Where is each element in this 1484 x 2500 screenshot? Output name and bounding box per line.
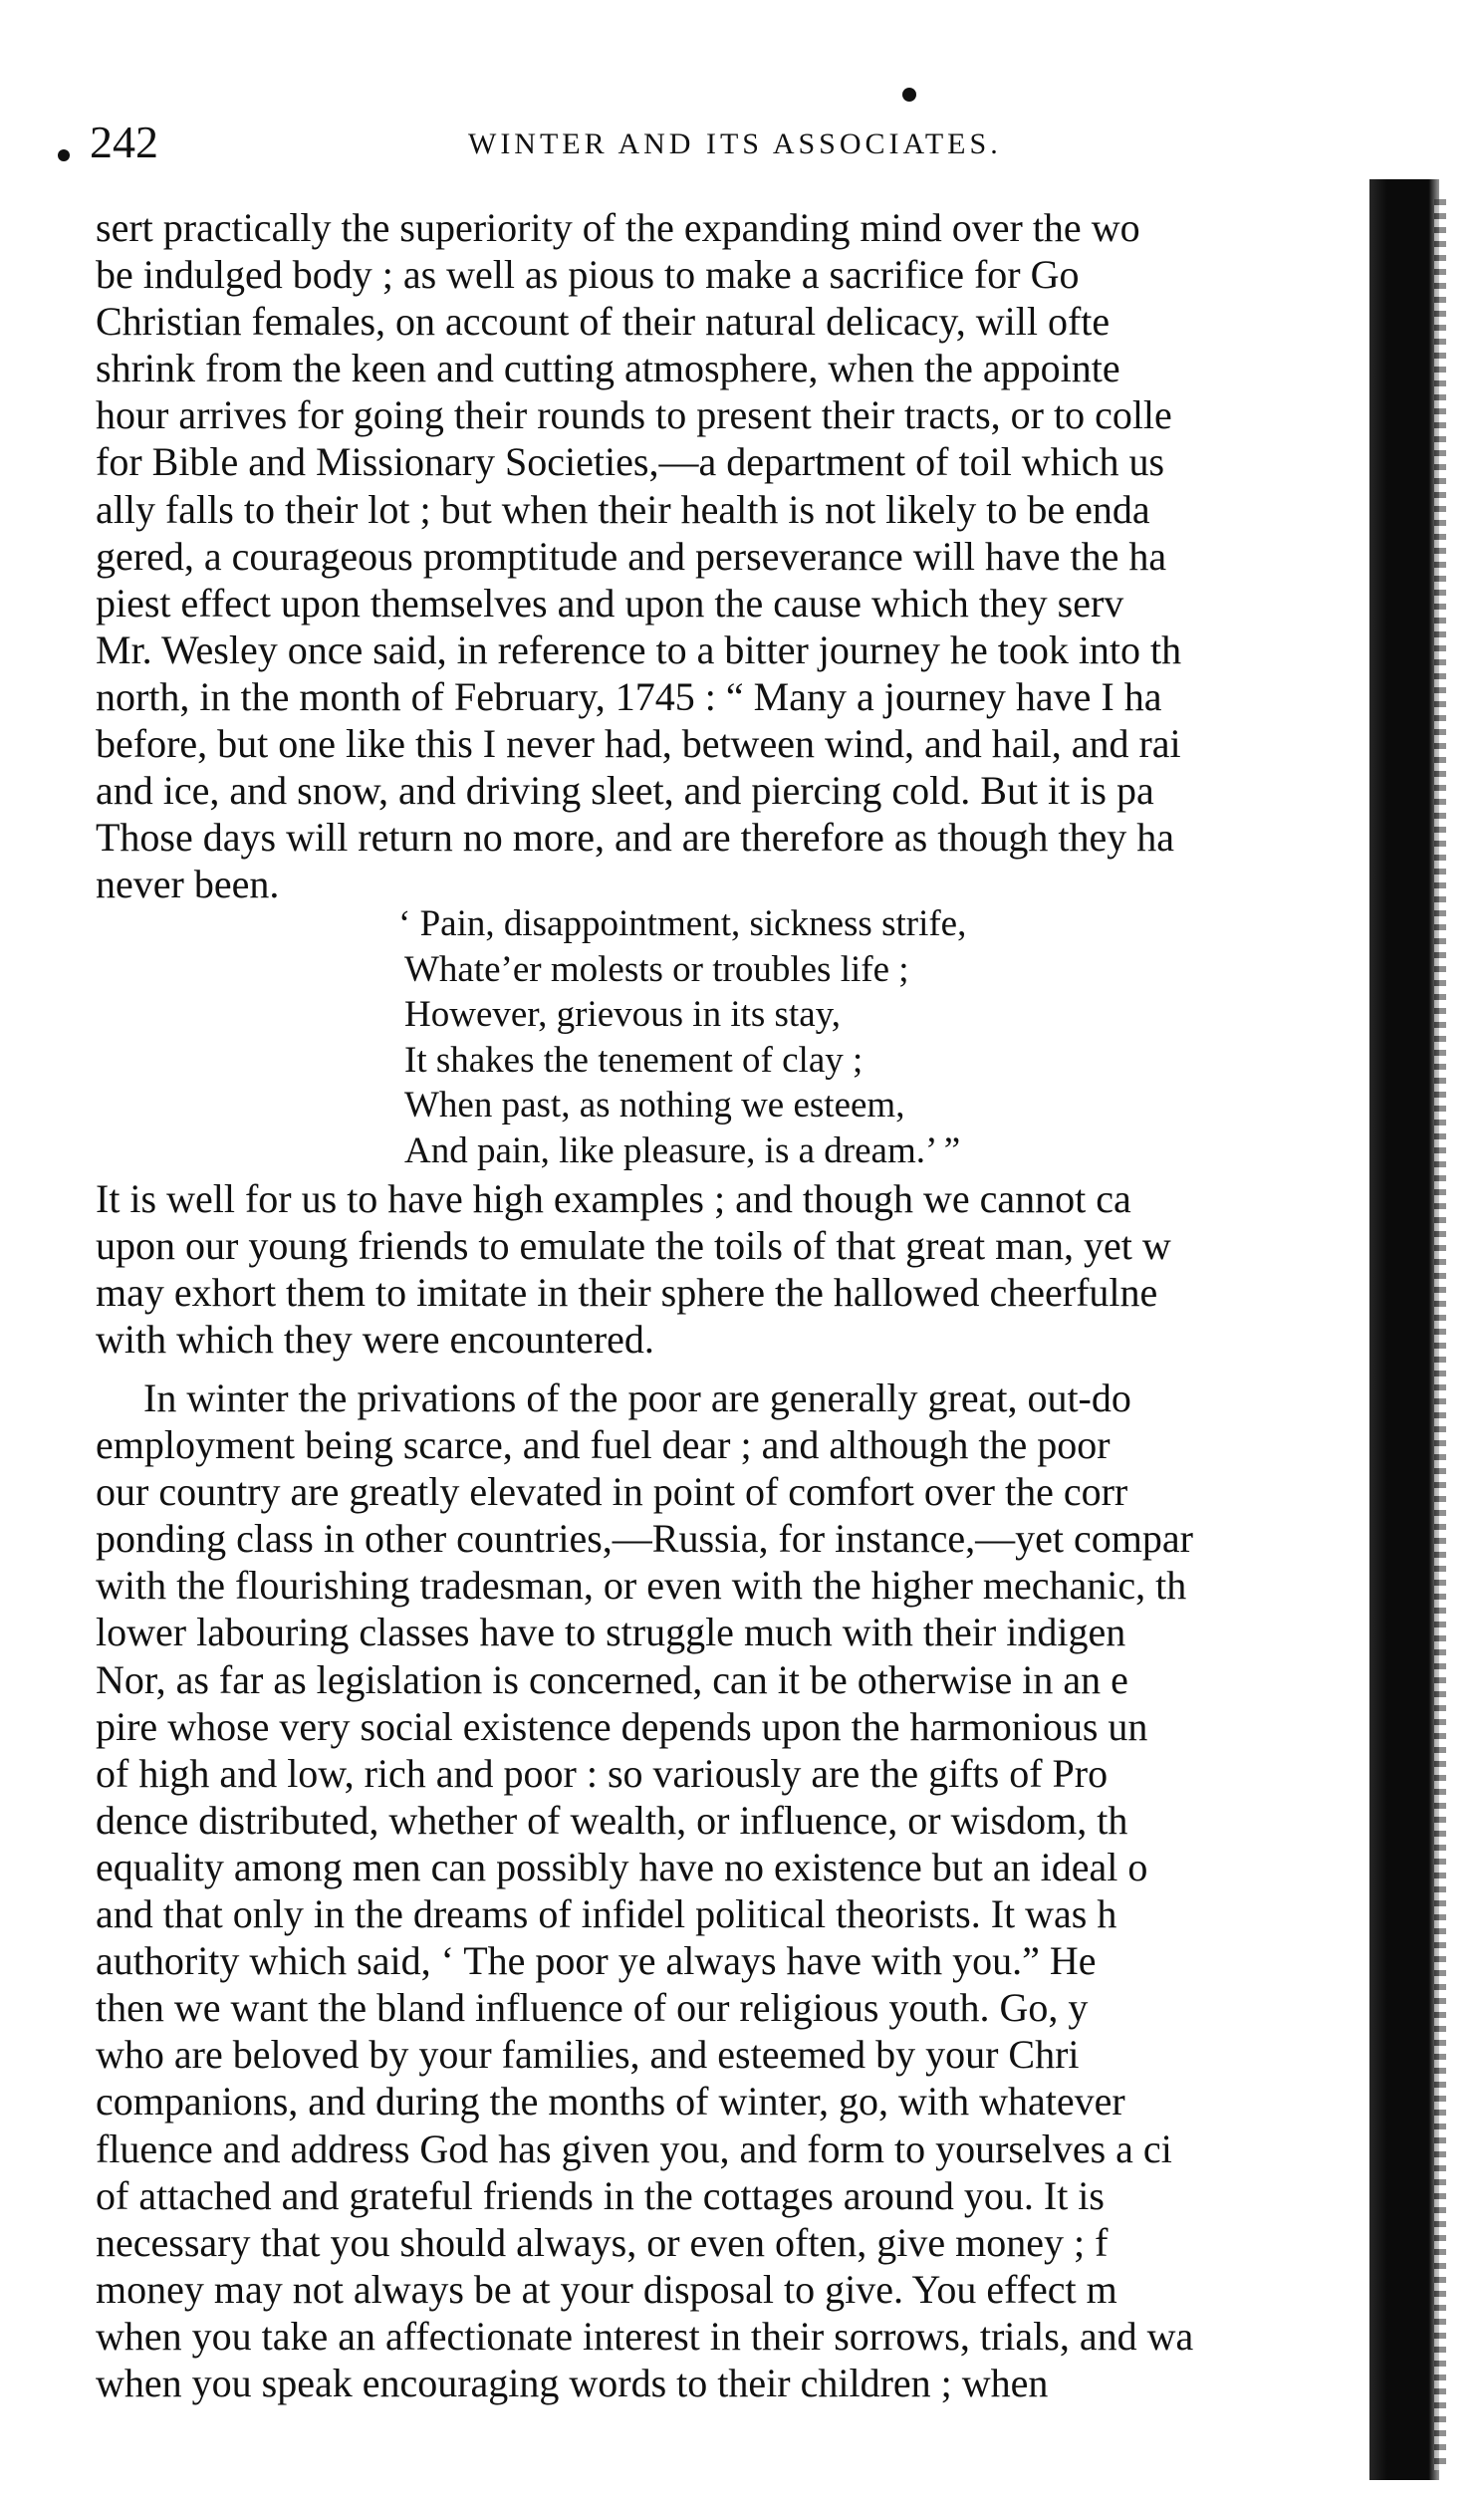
poem-line: It shakes the tenement of clay ; <box>404 1039 864 1081</box>
text-line: employment being scarce, and fuel dear ; and although the poor <box>96 1422 1111 1468</box>
text-line: hour arrives for going their rounds to present their tracts, or to colle <box>96 392 1172 438</box>
text-line: sert practically the superiority of the expanding mind over the wo <box>96 205 1140 250</box>
ink-speck <box>902 88 916 102</box>
text-line: when you speak encouraging words to their children ; when <box>96 2360 1049 2405</box>
binding-shadow <box>1369 179 1439 2480</box>
text-line: with which they were encountered. <box>96 1317 654 1363</box>
text-line: piest effect upon themselves and upon the cause which they serv <box>96 580 1124 625</box>
text-line: authority which said, ‘ The poor ye always have with you.” He <box>96 1938 1097 1984</box>
text-line: ponding class in other countries,—Russia, for instance,—yet compar <box>96 1516 1193 1562</box>
text-line: our country are greatly elevated in point of comfort over the corr <box>96 1469 1128 1515</box>
text-line: equality among men can possibly have no existence but an ideal o <box>96 1844 1148 1889</box>
text-line: upon our young friends to emulate the toils of that great man, yet w <box>96 1223 1171 1269</box>
text-line: of attached and grateful friends in the cottages around you. It is <box>96 2172 1105 2218</box>
poem-line: However, grievous in its stay, <box>404 994 841 1035</box>
text-line: It is well for us to have high examples ; and though we cannot ca <box>96 1176 1131 1221</box>
text-line: dence distributed, whether of wealth, or influence, or wisdom, th <box>96 1797 1128 1843</box>
text-line: Those days will return no more, and are therefore as though they ha <box>96 815 1174 861</box>
poem-line: ‘ Pain, disappointment, sickness strife, <box>398 903 967 944</box>
text-line: and ice, and snow, and driving sleet, and piercing cold. But it is pa <box>96 768 1154 814</box>
text-line: who are beloved by your families, and esteemed by your Chri <box>96 2032 1080 2078</box>
running-head: WINTER AND ITS ASSOCIATES. <box>468 127 1002 160</box>
text-line: shrink from the keen and cutting atmosphere, when the appointe <box>96 346 1120 391</box>
paragraph-2 <box>96 1175 1390 1363</box>
text-line: necessary that you should always, or even often, give money ; f <box>96 2219 1109 2265</box>
text-line: for Bible and Missionary Societies,—a department of toil which us <box>96 439 1165 485</box>
text-line: north, in the month of February, 1745 : “ Many a journey have I ha <box>96 673 1162 719</box>
ink-speck <box>58 149 70 161</box>
poem-line: Whate’er molests or troubles life ; <box>404 948 909 990</box>
text-line: Mr. Wesley once said, in reference to a bitter journey he took into th <box>96 626 1182 672</box>
text-line: gered, a courageous promptitude and perseverance will have the ha <box>96 533 1167 579</box>
text-line: with the flourishing tradesman, or even with the higher mechanic, th <box>96 1563 1187 1609</box>
text-line: fluence and address God has given you, and form to yourselves a ci <box>96 2125 1172 2171</box>
text-line: In winter the privations of the poor are generally great, out-do <box>143 1375 1131 1420</box>
text-line: of high and low, rich and poor : so variously are the gifts of Pro <box>96 1750 1109 1796</box>
paragraph-1 <box>96 204 1390 907</box>
poem-quotation <box>398 901 1295 1173</box>
paragraph-3 <box>96 1375 1390 2406</box>
text-line: may exhort them to imitate in their sphere the hallowed cheerfulne <box>96 1270 1158 1316</box>
text-line: money may not always be at your disposal to give. You effect m <box>96 2266 1117 2312</box>
text-line: Christian females, on account of their natural delicacy, will ofte <box>96 299 1111 345</box>
poem-line: And pain, like pleasure, is a dream.’ ” <box>404 1129 961 1171</box>
page-header <box>90 115 1404 174</box>
text-line: and that only in the dreams of infidel political theorists. It was h <box>96 1891 1117 1937</box>
text-line: when you take an affectionate interest in their sorrows, trials, and wa <box>96 2313 1194 2359</box>
text-line: companions, and during the months of winter, go, with whatever <box>96 2079 1125 2125</box>
binding-edge <box>1434 199 1446 2470</box>
text-line: never been. <box>96 862 280 907</box>
text-line: be indulged body ; as well as pious to make a sacrifice for Go <box>96 252 1080 298</box>
text-line: before, but one like this I never had, between wind, and hail, and rai <box>96 721 1181 767</box>
text-line: pire whose very social existence depends upon the harmonious un <box>96 1703 1148 1749</box>
page-number: 242 <box>90 117 158 167</box>
text-line: Nor, as far as legislation is concerned, can it be otherwise in an e <box>96 1656 1128 1702</box>
text-line: lower labouring classes have to struggle much with their indigen <box>96 1610 1126 1655</box>
text-line: ally falls to their lot ; but when their health is not likely to be enda <box>96 486 1150 532</box>
text-line: then we want the bland influence of our religious youth. Go, y <box>96 1985 1089 2031</box>
poem-line: When past, as nothing we esteem, <box>404 1085 905 1125</box>
